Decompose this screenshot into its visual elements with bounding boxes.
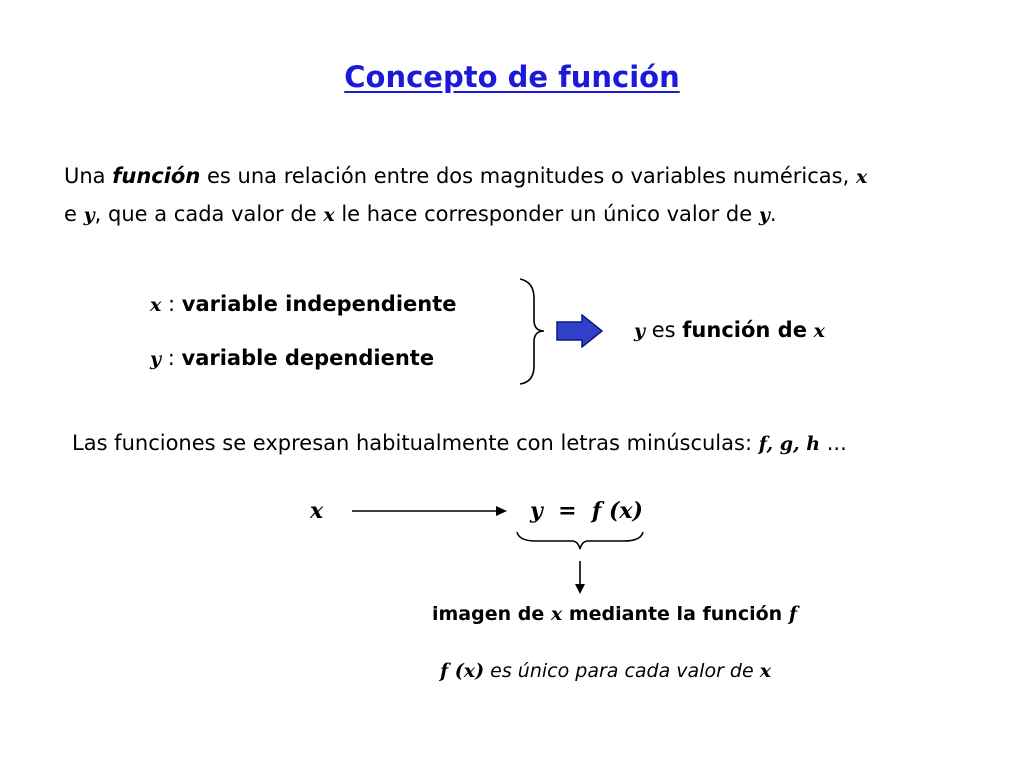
variable-x: x	[323, 204, 335, 226]
variable-y: y	[634, 320, 646, 342]
independent-label: variable independiente	[181, 292, 457, 316]
mapping-expression: y = f (x)	[530, 498, 643, 524]
definition-text: , que a cada valor de	[94, 202, 317, 226]
function-letters: f, g, h	[758, 433, 821, 455]
independent-variable-row	[150, 292, 457, 316]
function-f: f	[788, 603, 797, 625]
down-arrow-icon	[572, 560, 588, 596]
caption-text: mediante la función	[568, 603, 783, 625]
notation-line	[72, 431, 847, 455]
variable-x: x	[855, 166, 868, 188]
variable-y: y	[83, 204, 95, 226]
separator: :	[168, 292, 176, 316]
variable-x: x	[759, 660, 772, 682]
separator: :	[167, 346, 175, 370]
variable-y: y	[758, 204, 770, 226]
variable-x: x	[813, 320, 825, 342]
mapping-x: x	[310, 498, 324, 524]
mapping-arrow-icon	[350, 503, 510, 519]
caption-text: imagen de	[432, 603, 545, 625]
variable-x: x	[150, 294, 162, 316]
right-brace	[510, 276, 550, 386]
dependent-label: variable dependiente	[181, 346, 435, 370]
note-text: es único para cada valor de	[490, 660, 754, 682]
definition-text: Una	[64, 164, 106, 188]
conclusion-row	[634, 318, 825, 342]
ellipsis: ...	[826, 431, 847, 455]
definition-text: .	[769, 202, 777, 226]
definition-text: e	[64, 202, 77, 226]
funcion-word: función	[112, 164, 201, 188]
f-of-x: f (x)	[440, 660, 485, 682]
definition-text: es una relación entre dos magnitudes o variables numéricas,	[207, 164, 850, 188]
definition-line-1	[64, 164, 867, 188]
definition-line-2	[64, 202, 777, 226]
dependent-variable-row	[150, 346, 434, 370]
definition-text: le hace corresponder un único valor de	[341, 202, 753, 226]
es-text: es	[651, 318, 676, 342]
funcion-de-label: función de	[682, 318, 807, 342]
image-caption	[432, 603, 797, 625]
right-arrow-icon	[556, 314, 604, 348]
notation-text: Las funciones se expresan habitualmente con letras minúsculas:	[72, 431, 753, 455]
variable-y: y	[150, 348, 162, 370]
uniqueness-note	[440, 660, 771, 682]
variable-x: x	[550, 603, 563, 625]
under-brace	[514, 528, 646, 552]
page-title: Concepto de función	[344, 60, 680, 94]
